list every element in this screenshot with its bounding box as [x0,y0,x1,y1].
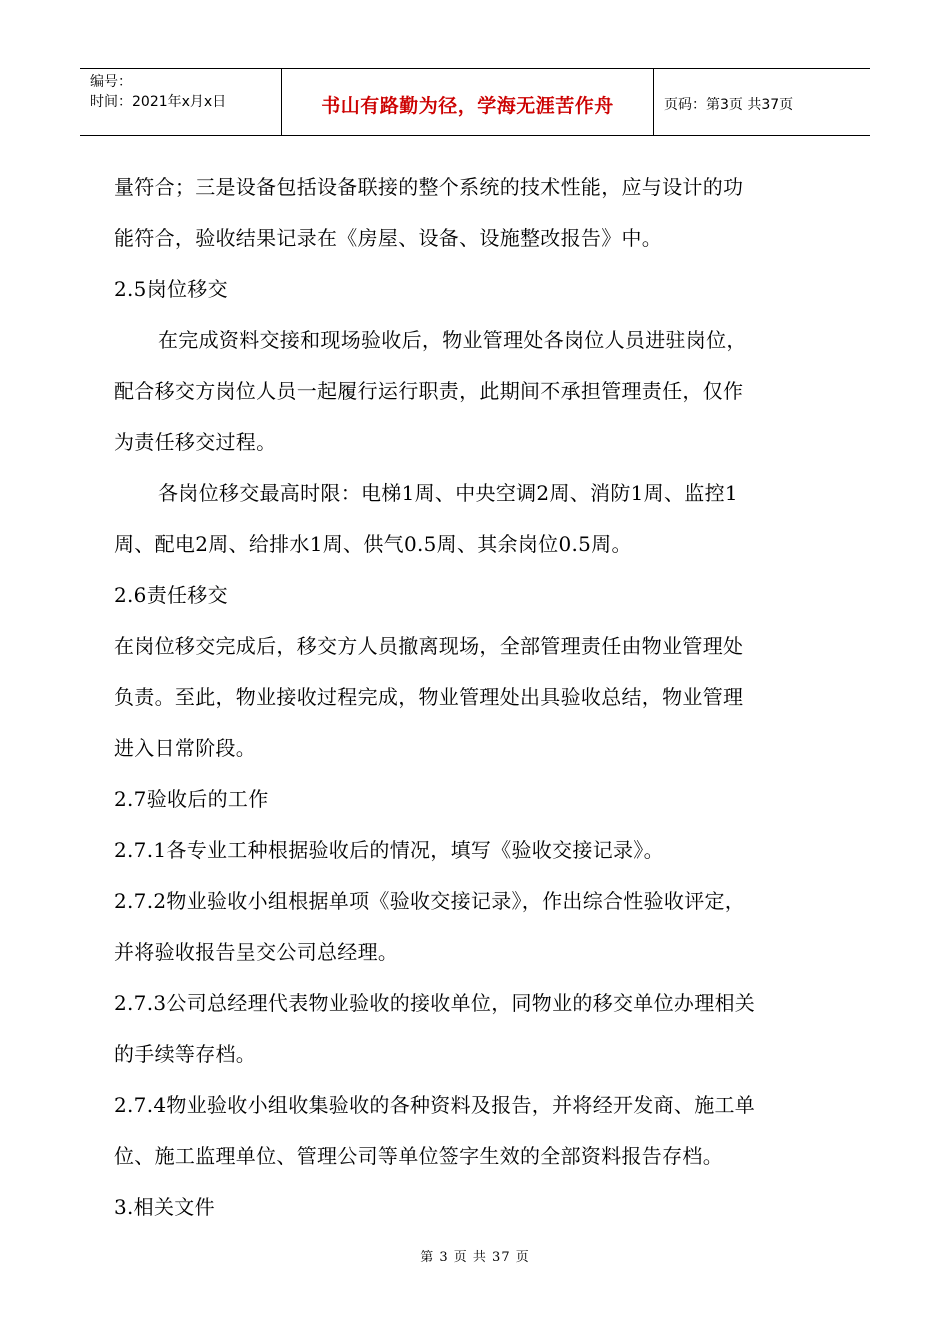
document-number-label: 编号： [90,74,132,90]
body-line: 位、施工监理单位、管理公司等单位签字生效的全部资料报告存档。 [114,1144,723,1168]
body-line: 能符合，验收结果记录在《房屋、设备、设施整改报告》中。 [114,226,663,250]
section-heading: 2.7验收后的工作 [114,787,269,811]
document-body [114,162,826,1233]
body-line: 量符合；三是设备包括设备联接的整个系统的技术性能，应与设计的功 [114,175,744,199]
body-line: 为责任移交过程。 [114,430,277,454]
body-line: 各岗位移交最高时限：电梯1周、中央空调2周、消防1周、监控1 [158,481,738,505]
page-footer [0,1246,950,1265]
body-line: 2.7.1各专业工种根据验收后的情况，填写《验收交接记录》。 [114,838,664,862]
body-line: 2.7.4物业验收小组收集验收的各种资料及报告，并将经开发商、施工单 [114,1093,756,1117]
body-line: 进入日常阶段。 [114,736,257,760]
body-line: 的手续等存档。 [114,1042,257,1066]
body-line: 2.7.2物业验收小组根据单项《验收交接记录》，作出综合性验收评定， [114,889,746,913]
section-heading: 2.5岗位移交 [114,277,228,301]
document-time-label: 时间：2021年x月x日 [90,94,227,110]
body-line: 2.7.3公司总经理代表物业验收的接收单位，同物业的移交单位办理相关 [114,991,756,1015]
body-line: 在岗位移交完成后，移交方人员撤离现场，全部管理责任由物业管理处 [114,634,744,658]
body-line: 周、配电2周、给排水1周、供气0.5周、其余岗位0.5周。 [114,532,632,556]
body-line: 负责。至此，物业接收过程完成，物业管理处出具验收总结，物业管理 [114,685,744,709]
body-line: 并将验收报告呈交公司总经理。 [114,940,399,964]
section-heading: 2.6责任移交 [114,583,228,607]
page-header [80,68,870,136]
footer-page-number: 第 3 页 共 37 页 [420,1250,530,1265]
header-page-number: 页码：第3页 共37页 [664,97,794,113]
body-line: 在完成资料交接和现场验收后，物业管理处各岗位人员进驻岗位， [158,328,747,352]
header-motto-cell [282,69,654,135]
section-heading: 3.相关文件 [114,1195,215,1219]
header-motto: 书山有路勤为径，学海无涯苦作舟 [321,94,614,117]
body-line: 配合移交方岗位人员一起履行运行职责，此期间不承担管理责任，仅作 [114,379,744,403]
header-meta-cell [80,69,282,135]
header-page-cell [654,69,870,135]
